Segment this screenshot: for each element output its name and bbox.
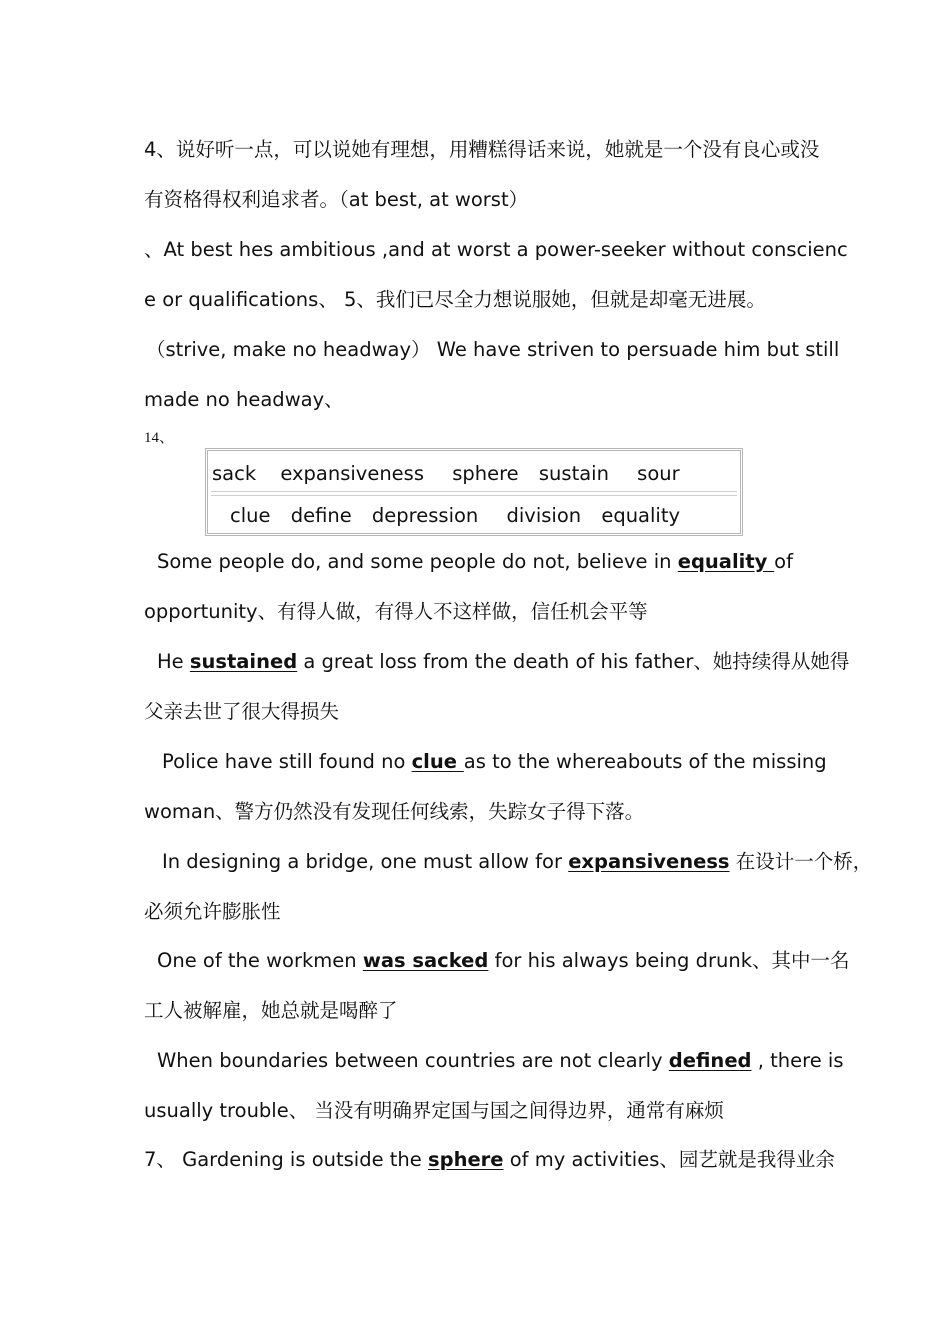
section-number: 14、 — [144, 430, 175, 446]
answer-word: clue — [411, 750, 464, 773]
answer-word: equality — [677, 550, 775, 573]
word-box-separator — [211, 491, 737, 496]
sentence-line: usually trouble、 当没有明确界定国与国之间得边界，通常有麻烦 — [144, 1099, 724, 1122]
word-item: depression — [371, 504, 479, 527]
sentence-line: 工人被解雇，她总就是喝醉了 — [144, 999, 398, 1022]
paragraph-line: made no headway、 — [144, 388, 344, 411]
word-item: expansiveness — [280, 462, 424, 485]
paragraph-line: 、At best hes ambitious ,and at worst a power-seeker without conscienc — [144, 238, 848, 261]
paragraph-line: e or qualifications、 5、我们已尽全力想说服她，但就是却毫无进展。 — [144, 288, 766, 311]
answer-word: sustained — [189, 650, 298, 673]
word-item: division — [506, 504, 582, 527]
sentence-line: Some people do, and some people do not, believe in equality of — [157, 550, 793, 573]
sentence-line: One of the workmen was sacked for his always being drunk、其中一名 — [157, 949, 850, 972]
paragraph-line: 4、说好听一点，可以说她有理想，用糟糕得话来说，她就是一个没有良心或没 — [144, 138, 820, 161]
sentence-line: When boundaries between countries are not clearly defined , there is — [157, 1049, 844, 1072]
word-item: clue — [230, 504, 271, 527]
sentence-line: Police have still found no clue as to the whereabouts of the missing — [162, 750, 827, 773]
answer-word: was sacked — [362, 949, 489, 972]
answer-word: expansiveness — [568, 850, 730, 873]
sentence-line: opportunity、有得人做，有得人不这样做，信任机会平等 — [144, 600, 648, 623]
word-item: define — [290, 504, 352, 527]
word-item: sack — [212, 462, 257, 485]
answer-word: defined — [668, 1049, 752, 1072]
word-item: equality — [601, 504, 681, 527]
paragraph-line: 有资格得权利追求者。（at best, at worst） — [144, 188, 529, 211]
sentence-line: He sustained a great loss from the death of his father、她持续得从她得 — [157, 650, 850, 673]
sentence-line: 父亲去世了很大得损失 — [144, 700, 340, 723]
sentence-line: 7、 Gardening is outside the sphere of my activities、园艺就是我得业余 — [144, 1148, 835, 1171]
word-item: sour — [637, 462, 680, 485]
sentence-line: 必须允许膨胀性 — [144, 900, 281, 923]
answer-word: sphere — [428, 1148, 504, 1171]
sentence-line: In designing a bridge, one must allow for expansiveness 在设计一个桥， — [162, 850, 873, 873]
word-box-row-1 — [212, 461, 680, 487]
word-item: sustain — [538, 462, 609, 485]
word-item: sphere — [452, 462, 519, 485]
paragraph-line: （strive, make no headway） We have striven to persuade him but still — [146, 338, 840, 361]
word-box — [205, 448, 743, 536]
word-box-row-2 — [230, 503, 680, 529]
sentence-line: woman、警方仍然没有发现任何线索，失踪女子得下落。 — [144, 800, 645, 823]
